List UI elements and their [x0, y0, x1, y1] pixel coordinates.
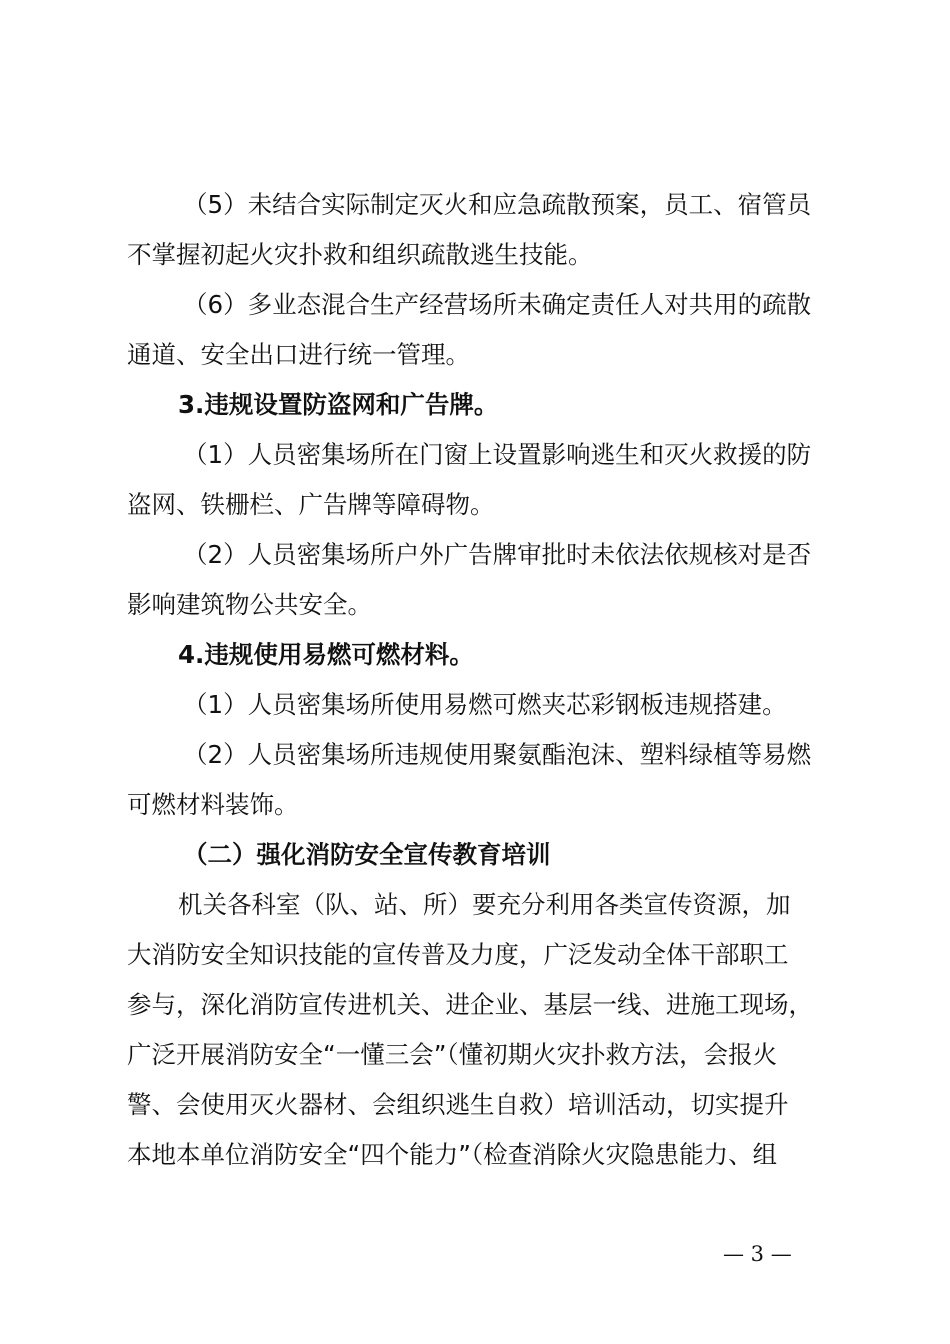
- text-line-16: 大消防安全知识技能的宣传普及力度，广泛发动全体干部职工: [127, 940, 789, 969]
- text-line-9: 影响建筑物公共安全。: [127, 590, 372, 619]
- section-heading-4: 4.违规使用易燃可燃材料。: [178, 640, 474, 669]
- text-line-11: （1）人员密集场所使用易燃可燃夹芯彩钢板违规搭建。: [183, 690, 787, 719]
- text-line-15: 机关各科室（队、站、所）要充分利用各类宣传资源，加: [178, 890, 791, 919]
- text-line-17: 参与，深化消防宣传进机关、进企业、基层一线、进施工现场，: [127, 990, 813, 1019]
- text-line-18: 广泛开展消防安全“一懂三会”（懂初期火灾扑救方法，会报火: [127, 1040, 778, 1069]
- section-heading-3: 3.违规设置防盗网和广告牌。: [178, 390, 499, 419]
- text-line-3: （6）多业态混合生产经营场所未确定责任人对共用的疏散: [183, 290, 812, 319]
- section-heading-2: （二）强化消防安全宣传教育培训: [183, 840, 551, 869]
- text-line-8: （2）人员密集场所户外广告牌审批时未依法依规核对是否: [183, 540, 812, 569]
- text-line-6: （1）人员密集场所在门窗上设置影响逃生和灭火救援的防: [183, 440, 812, 469]
- page-number: — 3 —: [723, 1242, 792, 1266]
- text-line-19: 警、会使用灭火器材、会组织逃生自救）培训活动，切实提升: [127, 1090, 789, 1119]
- text-line-12: （2）人员密集场所违规使用聚氨酯泡沫、塑料绿植等易燃: [183, 740, 812, 769]
- text-line-4: 通道、安全出口进行统一管理。: [127, 340, 470, 369]
- text-line-13: 可燃材料装饰。: [127, 790, 299, 819]
- text-line-2: 不掌握初起火灾扑救和组织疏散逃生技能。: [127, 240, 593, 269]
- text-line-1: （5）未结合实际制定灭火和应急疏散预案，员工、宿管员: [183, 190, 812, 219]
- text-line-20: 本地本单位消防安全“四个能力”（检查消除火灾隐患能力、组: [127, 1140, 778, 1169]
- text-line-7: 盗网、铁栅栏、广告牌等障碍物。: [127, 490, 495, 519]
